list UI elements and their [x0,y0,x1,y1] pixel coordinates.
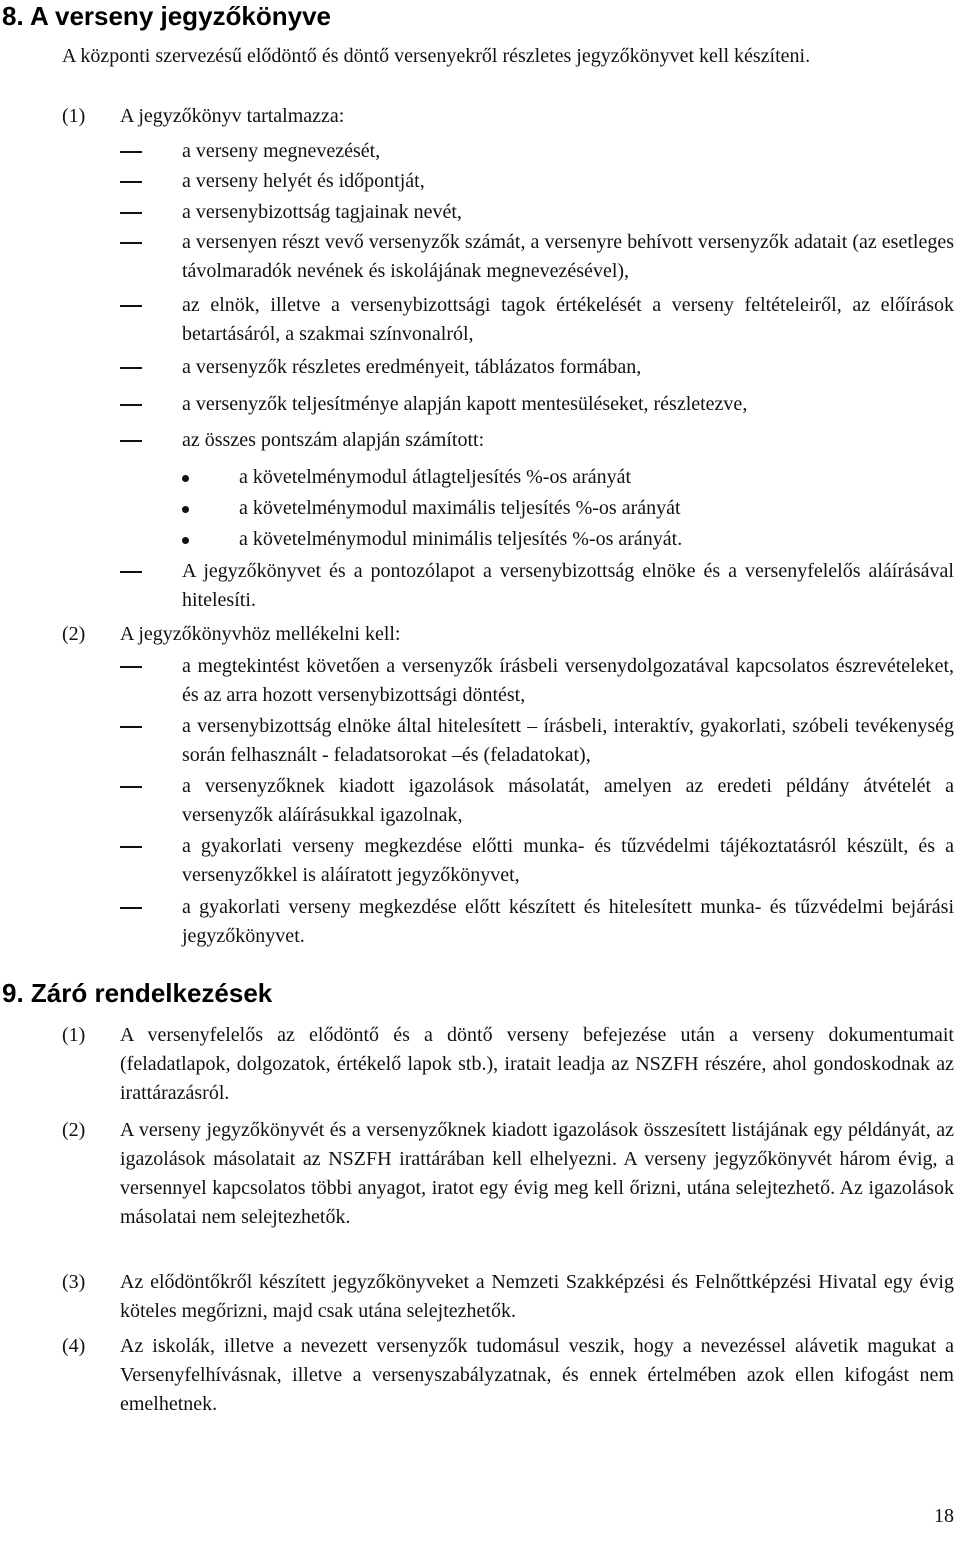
paragraph-number: (2) [62,623,86,645]
bullet-marker [182,475,189,482]
section-8-intro: A központi szervezésű elődöntő és döntő versenyekről részletes jegyzőkönyvet kell készíteni. [62,45,811,67]
dash-marker [120,726,142,728]
paragraph-number: (1) [62,105,86,127]
dash-marker [120,666,142,668]
dash-marker [120,846,142,848]
bullet-marker [182,537,189,544]
paragraph-text: Az elődöntőkről készített jegyzőkönyveket a Nemzeti Szakképzési és Felnőttképzési Hivatal egy évig köteles megőrizni, majd csak utána selejtezhetők. [120,1271,954,1322]
dash-marker [120,367,142,369]
dash-marker [120,404,142,406]
section-8-heading: 8. A verseny jegyzőkönyve [2,1,332,31]
bullet-marker [182,506,189,513]
dash-marker [120,571,142,573]
paragraph-number: (2) [62,1119,86,1141]
dash-marker [120,440,142,442]
paragraph-lead: A jegyzőkönyvhöz mellékelni kell: [120,623,401,645]
paragraph-number: (3) [62,1271,86,1293]
dash-marker [120,907,142,909]
dash-marker [120,151,142,153]
paragraph-text: A versenyfelelős az elődöntő és a döntő verseny befejezése után a verseny dokumentumait (feladatlapok, dolgozatok, értékelő lapok stb.), iratait leadja az NSZFH részére, ahol gondoskodnak az irattárazásról. [120,1024,954,1104]
page-number: 18 [934,1505,954,1527]
paragraph-number: (1) [62,1024,86,1046]
dash-marker [120,786,142,788]
paragraph-text: A verseny jegyzőkönyvét és a versenyzőknek kiadott igazolások összesített listájának egy példányát, az igazolások másolatait az NSZFH irattárában kell elhelyezni. A verseny jegyzőkönyvét három évig, a versennyel kapcsolatos többi anyagot, iratot egy évig meg kell őrizni, utána selejtezhető. Az igazolások másolatai nem selejtezhetők. [120,1119,954,1228]
paragraph-lead: A jegyzőkönyv tartalmazza: [120,105,345,127]
dash-marker [120,305,142,307]
paragraph-text: Az iskolák, illetve a nevezett versenyzők tudomásul veszik, hogy a nevezéssel alávetik magukat a Versenyfelhívásnak, illetve a versenyszabályzatnak, és ennek értelmében azok ellen kifogást nem emelhetnek. [120,1335,954,1415]
document-page: 8. A verseny jegyzőkönyve A központi szervezésű elődöntő és döntő versenyekről részletes jegyzőkönyvet kell készíteni. (1) A jegyzőkönyv tartalmazza: a verseny megnevezését, a verseny helyét és időpontját, a versenybizottság tagjainak nevét, a versenyen részt vevő versenyzők számát, a versenyre behívott versenyzők adatait (az esetleges távolmaradók nevének és iskolájának megnevezésével), az elnök, illetve a versenybizottsági tagok értékelését a verseny feltételeiről, az előírások betartásáról, a szakmai színvonalról, a versenyzők részletes eredményeit, táblázatos formában, a versenyzők teljesítménye alapján kapott mentesüléseket, részletezve, az összes pontszám alapján számított: a követelménymodul átlagteljesítés %-os arányát a követelménymodul maximális teljesítés %-os arányát a követelménymodul minimális teljesítés %-os arányát. A jegyzőkönyvet és a pontozólapot a versenybizottság elnöke és a versenyfelelős aláírásával hitelesíti. (2) A jegyzőkönyvhöz mellékelni kell: a megtekintést követően a versenyzők írásbeli versenydolgozatával kapcsolatos észrevételeket, és az arra hozott versenybizottsági döntést, a versenybizottság elnöke által hitelesített – írásbeli, interaktív, gyakorlati, szóbeli tevékenység során felhasznált - feladatsorokat –és (feladatokat), a versenyzőknek kiadott igazolások másolatát, amelyen az eredeti példány átvételét a versenyzők aláírásukkal igazolnak, a gyakorlati verseny megkezdése előtti munka- és tűzvédelmi tájékoztatásról készült, és a versenyzőkkel is aláíratott jegyzőkönyvet, a gyakorlati verseny megkezdése előtt készített és hitelesített munka- és tűzvédelmi bejárási jegyzőkönyvet. 9. Záró rendelkezések (1) A versenyfelelős az elődöntő és a döntő verseny befejezése után a verseny dokumentumait (feladatlapok, dolgozatok, értékelő lapok stb.), iratait leadja az NSZFH részére, ahol gondoskodnak az irattárazásról. (2) A verseny jegyzőkönyvét és a versenyzőknek kiadott igazolások összesített listájának egy példányát, az igazolások másolatait az NSZFH irattárában kell elhelyezni. A verseny jegyzőkönyvét három évig, a versennyel kapcsolatos többi anyagot, iratot egy évig meg kell őrizni, utána selejtezhető. Az igazolások másolatai nem selejtezhetők. (3) Az elődöntőkről készített jegyzőkönyveket a Nemzeti Szakképzési és Felnőttképzési Hivatal egy évig köteles megőrizni, majd csak utána selejtezhetők. (4) Az iskolák, illetve a nevezett versenyzők tudomásul veszik, hogy a nevezéssel alávetik magukat a Versenyfelhívásnak, illetve a versenyszabályzatnak, és ennek értelmében azok ellen kifogást nem emelhetnek. 18 [0,0,960,1543]
dash-marker [120,242,142,244]
section-9-heading: 9. Záró rendelkezések [2,978,273,1008]
dash-marker [120,181,142,183]
dash-marker [120,212,142,214]
paragraph-number: (4) [62,1335,86,1357]
